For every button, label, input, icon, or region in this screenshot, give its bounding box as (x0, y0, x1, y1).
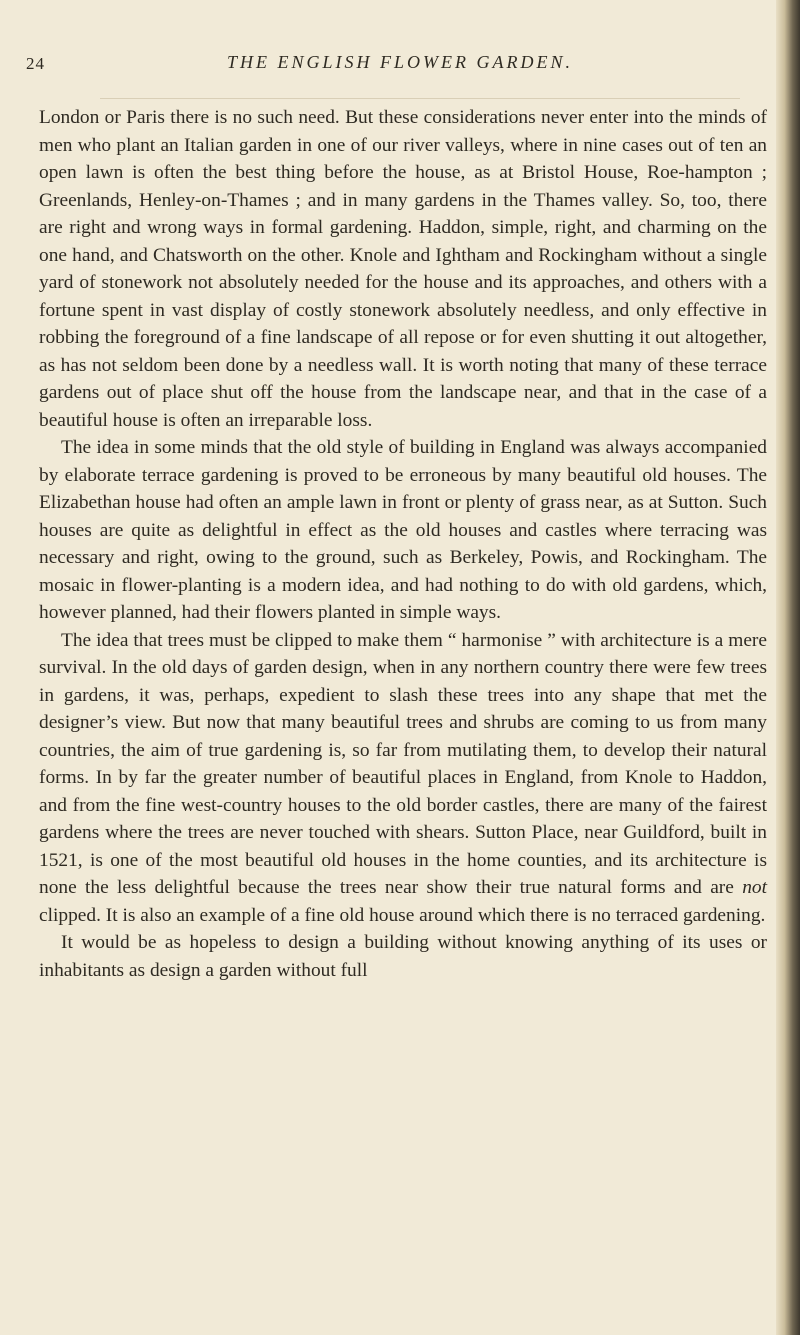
running-title: THE ENGLISH FLOWER GARDEN. (227, 52, 573, 72)
paragraph-text: clipped. It is also an example of a fine old house around which there is no terraced gardening. (39, 904, 766, 926)
body-text (39, 104, 767, 984)
header-rule (100, 98, 740, 99)
paragraph (39, 627, 767, 930)
paragraph: It would be as hopeless to design a building without knowing anything of its uses or inhabitants as design a garden without full (39, 932, 767, 981)
page-edge-shadow (776, 0, 800, 1335)
paragraph-text: The idea that trees must be clipped to make them “ harmonise ” with architecture is a mere survival. In the old days of garden design, when in any northern country there were few trees in gardens, it was, perhaps, expedient to slash these trees into any shape that met the designer’s view. But now that many beautiful trees and shrubs are coming to us from many countries, the aim of true gardening is, so far from mutilating them, to develop their natural forms. In by far the greater number of beautiful places in England, from Knole to Haddon, and from the fine west-country houses to the old border castles, there are many of the fairest gardens where the trees are never touched with shears. Sutton Place, near Guildford, built in 1521, is one of the most beautiful old houses in the home counties, and its architecture is none the less delightful because the trees near show their true natural forms and are (39, 629, 767, 898)
emphasis-text: not (742, 877, 767, 898)
page-number: 24 (26, 54, 45, 73)
paragraph: London or Paris there is no such need. But these considerations never enter into the minds of men who plant an Italian garden in one of our river valleys, where in nine cases out of ten an open lawn is often the best thing before the house, as at Bristol House, Roe-hampton ; Greenlands, Henley-on-Thames ; and in many gardens in the Thames valley. So, too, there are right and wrong ways in formal gardening. Haddon, simple, right, and charming on the one hand, and Chatsworth on the other. Knole and Ightham and Rockingham without a single yard of stonework not absolutely needed for the house and its approaches, and others with a fortune spent in vast display of costly stonework absolutely needless, and only effective in robbing the foreground of a fine landscape of all repose or for even shutting it out altogether, as has not seldom been done by a needless wall. It is worth noting that many of these terrace gardens out of place shut off the house from the landscape near, and that in the case of a beautiful house is often an irreparable loss. (39, 107, 767, 431)
paragraph: The idea in some minds that the old style of building in England was always accompanied by elaborate terrace gardening is proved to be erroneous by many beautiful old houses. The Elizabethan house had often an ample lawn in front or plenty of grass near, as at Sutton. Such houses are quite as delightful in effect as the old houses and castles where terracing was necessary and right, owing to the ground, such as Berkeley, Powis, and Rockingham. The mosaic in flower-planting is a modern idea, and had nothing to do with old gardens, which, however planned, had their flowers planted in simple ways. (39, 437, 767, 623)
